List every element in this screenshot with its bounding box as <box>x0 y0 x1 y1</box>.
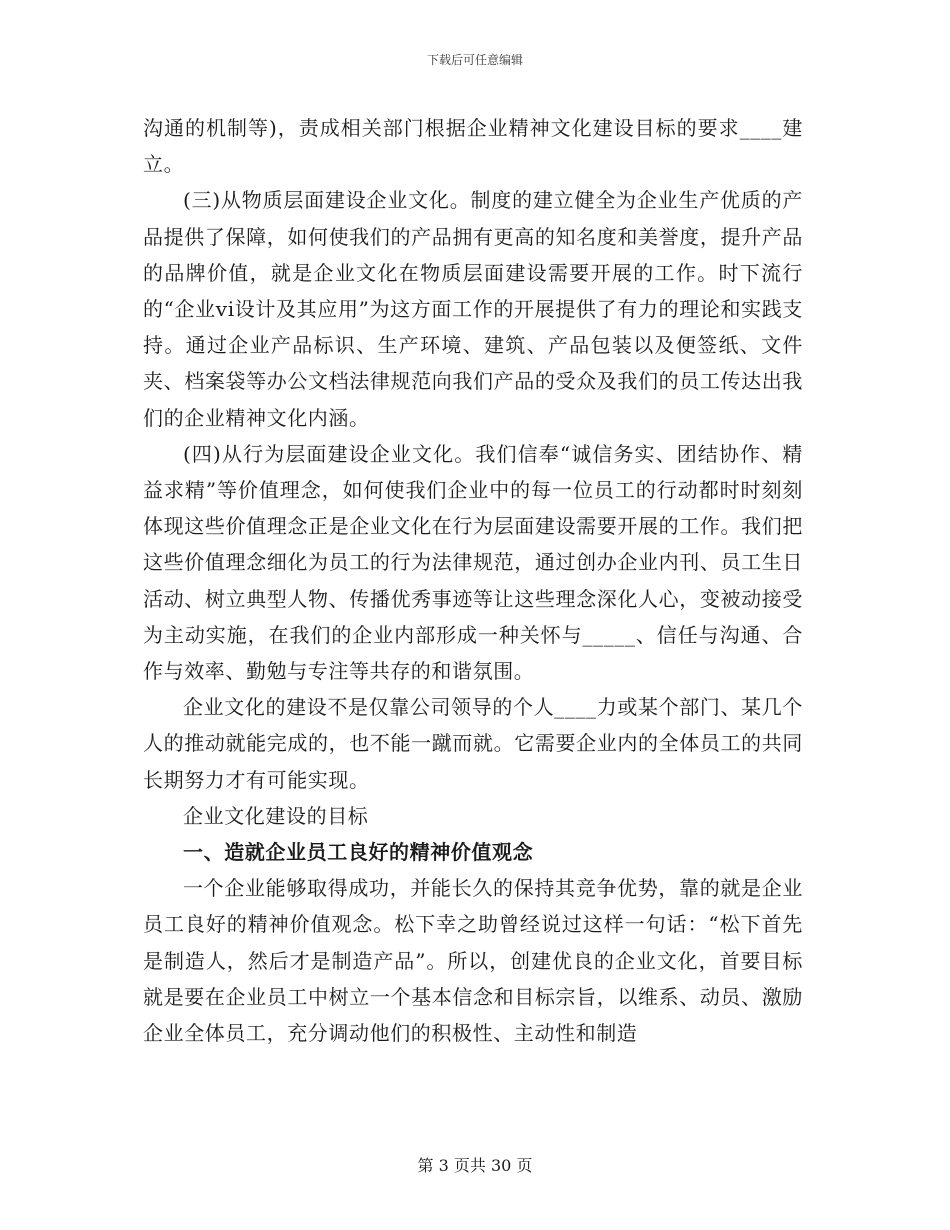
page-header: 下载后可任意编辑 <box>426 53 523 67</box>
document-body <box>143 110 803 1051</box>
page-number: 第 3 页共 30 页 <box>417 1156 533 1175</box>
subheading-1: 一、造就企业员工良好的精神价值观念 <box>183 840 534 865</box>
paragraph-5: 一个企业能够取得成功，并能长久的保持其竞争优势，靠的就是企业员工良好的精神价值观念。松下幸之助曾经说过这样一句话：“松下首先是制造人，然后才是制造产品”。所以，创建优良的企业文化，首要目标就是要在企业员工中树立一个基本信念和目标宗旨，以维系、动员、激励企业全体员工，充分调动他们的积极性、主动性和制造 <box>143 876 803 1046</box>
paragraph-4: 企业文化的建设不是仅靠公司领导的个人____力或某个部门、某几个人的推动就能完成的，也不能一蹴而就。它需要企业内的全体员工的共同长期努力才有可能实现。 <box>143 695 803 792</box>
paragraph-2: (三)从物质层面建设企业文化。制度的建立健全为企业生产优质的产品提供了保障，如何使我们的产品拥有更高的知名度和美誉度，提升产品的品牌价值，就是企业文化在物质层面建设需要开展的工作。时下流行的“企业vi设计及其应用”为这方面工作的开展提供了有力的理论和实践支持。通过企业产品标识、生产环境、建筑、产品包装以及便签纸、文件夹、档案袋等办公文档法律规范向我们产品的受众及我们的员工传达出我们的企业精神文化内涵。 <box>143 188 803 430</box>
paragraph-3: (四)从行为层面建设企业文化。我们信奉“诚信务实、团结协作、精益求精”等价值理念，如何使我们企业中的每一位员工的行动都时时刻刻体现这些价值理念正是企业文化在行为层面建设需要开展的工作。我们把这些价值理念细化为员工的行为法律规范，通过创办企业内刊、员工生日活动、树立典型人物、传播优秀事迹等让这些理念深化人心，变被动接受为主动实施，在我们的企业内部形成一种关怀与_____、信任与沟通、合作与效率、勤勉与专注等共存的和谐氛围。 <box>143 441 803 684</box>
paragraph-1: 沟通的机制等)，责成相关部门根据企业精神文化建设目标的要求____建立。 <box>143 116 803 177</box>
section-heading-goals: 企业文化建设的目标 <box>183 803 369 828</box>
